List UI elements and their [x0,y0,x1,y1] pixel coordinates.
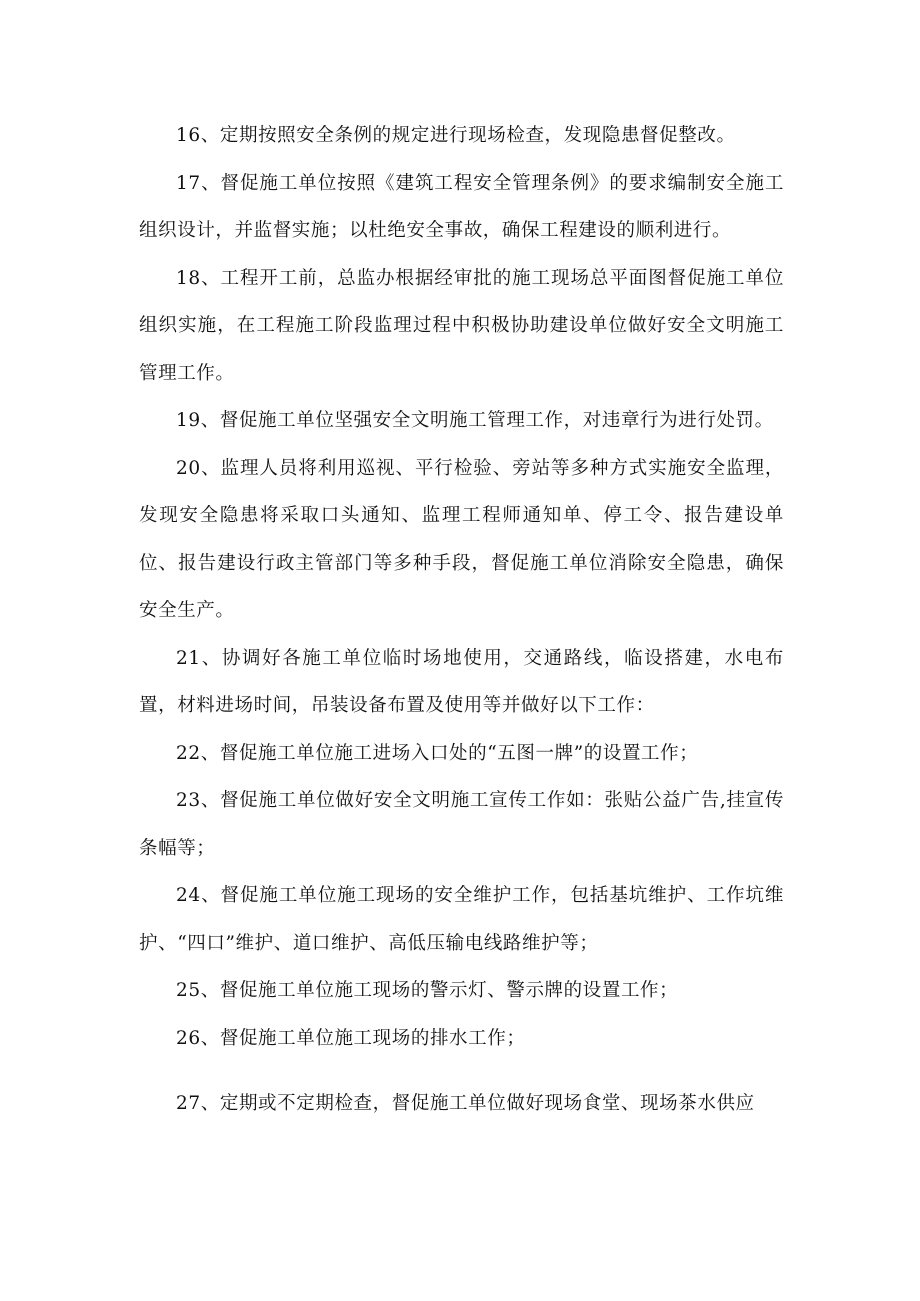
paragraph-27: 27、定期或不定期检查，督促施工单位做好现场食堂、现场茶水供应 [176,1093,755,1114]
paragraph-20: 20、监理人员将利用巡视、平行检验、旁站等多种方式实施安全监理，发现安全隐患将采取口头通知、监理工程师通知单、停工令、报告建设单位、报告建设行政主管部门等多种手段，督促施工单位消除安全隐患，确保安全生产。 [139,457,784,621]
paragraph-25: 25、督促施工单位施工现场的警示灯、警示牌的设置工作； [176,980,679,1001]
paragraph-23: 23、督促施工单位做好安全文明施工宣传工作如：张贴公益广告,挂宣传条幅等； [139,790,784,859]
paragraph-22: 22、督促施工单位施工进场入口处的“五图一牌”的设置工作； [176,742,699,764]
paragraph-19: 19、督促施工单位坚强安全文明施工管理工作，对违章行为进行处罚。 [176,410,774,431]
paragraph-18: 18、工程开工前，总监办根据经审批的施工现场总平面图督促施工单位组织实施，在工程施工阶段监理过程中积极协助建设单位做好安全文明施工管理工作。 [139,267,784,384]
paragraph-17: 17、督促施工单位按照《建筑工程安全管理条例》的要求编制安全施工组织设计，并监督实施；以杜绝安全事故，确保工程建设的顺利进行。 [139,172,784,241]
document-body [139,112,784,1128]
paragraph-24: 24、督促施工单位施工现场的安全维护工作，包括基坑维护、工作坑维护、“四口”维护、道口维护、高低压输电线路维护等； [139,885,784,954]
paragraph-26: 26、督促施工单位施工现场的排水工作； [176,1027,526,1049]
paragraph-16: 16、定期按照安全条例的规定进行现场检查，发现隐患督促整改。 [176,125,736,146]
paragraph-21: 21、协调好各施工单位临时场地使用，交通路线，临设搭建，水电布置，材料进场时间，吊装设备布置及使用等并做好以下工作： [139,647,784,716]
